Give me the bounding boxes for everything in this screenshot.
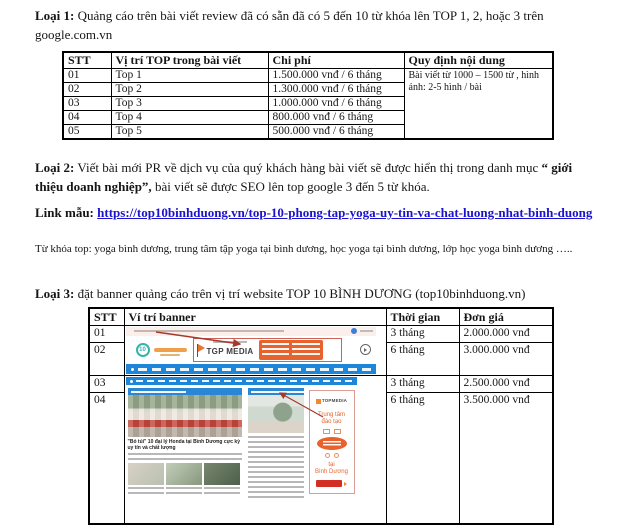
table-row [63,69,553,83]
table2-cell-stt: 04 [89,393,124,524]
banner-position-page-cell [124,376,386,524]
banner-position-header-cell [124,326,386,376]
loai2-text-before: Viết bài mới PR về dịch vụ của quý khách hàng bài viết sẽ được hiển thị trong danh mục [77,160,539,175]
services-panel [259,340,323,360]
table2-header-duration: Thời gian [386,308,459,326]
nav-menu-placeholder [138,368,371,371]
table1-cell-position: Top 1 [111,69,268,83]
loai1-text: Quảng cáo trên bài viết review đã có sẵn đã có 5 đến 10 từ khóa lên TOP 1, 2, hoặc 3 trên google.com.vn [35,8,544,42]
table1-header-row [63,52,553,69]
sidebar-heading [310,412,354,426]
topmedia-logo-icon [316,399,321,404]
table2-cell-duration: 3 tháng [386,376,459,393]
paragraph-loai1 [35,6,602,44]
flag-icon [198,344,205,352]
table2-cell-duration: 3 tháng [386,326,459,343]
thumbnail-image [204,463,240,485]
table1-cell-cost: 1.000.000 vnđ / 6 tháng [268,97,404,111]
loai1-label: Loại 1: [35,8,75,23]
table2-header-position: Ví trí banner [124,308,386,326]
table1-cell-stt: 05 [63,125,111,140]
main-article-column [128,388,242,494]
table-top-keywords [62,51,554,140]
topmedia-logo [310,394,354,408]
table2-cell-stt: 03 [89,376,124,393]
bullet-dot-icon [130,380,133,383]
table2-cell-stt: 02 [89,343,124,376]
sidebar-footer-text [310,462,354,476]
logo-swoosh [160,354,180,356]
top10-logo-circle [136,343,150,357]
table2-header-stt: STT [89,308,124,326]
text-placeholder [292,343,320,357]
brand-block [207,341,254,359]
paragraph-loai3 [35,284,602,303]
article-photo [248,395,304,433]
sidebar-icons [310,453,354,458]
table1-cell-stt: 04 [63,111,111,125]
table2-cell-price: 3.500.000 vnđ [459,393,553,524]
text-placeholder [213,341,247,343]
loai3-label: Loại 3: [35,286,75,301]
table1-cell-cost: 1.500.000 vnđ / 6 tháng [268,69,404,83]
table1-cell-position: Top 2 [111,83,268,97]
topmedia-logo-text: TOPMEDIA [321,398,348,403]
sidebar-heading-line: đào tạo [321,419,342,425]
link-sample-label: Link mẫu: [35,205,94,220]
thumbnail-captions [128,487,242,494]
article-title: "Bỏ túi" 10 đại lý Honda tại Bình Dương cực kỳ uy tín và chất lượng [127,439,240,451]
secondary-article-column [248,388,304,498]
category-title-bar [128,388,242,395]
website-header-screenshot [126,327,376,374]
category-title-bar [248,388,304,395]
article-photo [128,395,242,437]
text-placeholder [128,487,164,494]
table2-cell-price: 2.000.000 vnđ [459,326,553,343]
paragraph-link-sample [35,203,602,222]
sample-url-link[interactable]: https://top10binhduong.vn/top-10-phong-tap-yoga-uy-tin-va-chat-luong-nhat-binh-duong [97,205,593,220]
paragraph-loai2 [35,158,602,196]
table1-cell-position: Top 3 [111,97,268,111]
table1-cell-cost: 1.300.000 vnđ / 6 tháng [268,83,404,97]
thumbnail-image [128,463,164,485]
text-placeholder [204,487,240,494]
sidebar-banner [309,390,355,494]
text-placeholder [166,487,202,494]
table2-cell-price: 3.000.000 vnđ [459,343,553,376]
table2-cell-duration: 6 tháng [386,343,459,376]
burst-badge [317,437,347,450]
table-banner-pricing [88,307,554,525]
table2-cell-duration: 6 tháng [386,393,459,524]
sidebar-footer-line: Bình Dương [315,469,348,475]
browser-topbar [126,327,376,336]
text-placeholder [262,343,290,357]
table1-cell-stt: 01 [63,69,111,83]
play-circle-icon [360,344,371,355]
table1-cell-cost: 800.000 vnđ / 6 tháng [268,111,404,125]
table-row [89,326,553,343]
site-header [126,336,376,364]
logo-wordmark [154,348,187,352]
site-navbar [126,364,376,374]
text-placeholder [134,330,284,332]
table1-rules-note: Bài viết từ 1000 – 1500 từ , hình ảnh: 2-5 hình / bài [404,69,553,140]
table1-header-position: Vị trí TOP trong bài viết [111,52,268,69]
table2-header-row [89,308,553,326]
loai2-emphasis: “ giới thiệu doanh nghiệp”, [35,160,573,194]
table2-cell-price: 2.500.000 vnđ [459,376,553,393]
cta-row [310,480,354,487]
thumbnail-image [166,463,202,485]
table1-header-rules: Quy định nội dung [404,52,553,69]
bullet-dot-icon [131,368,134,371]
logo-number: 10 [139,347,146,353]
monitor-icon [334,429,341,434]
table2-cell-stt: 01 [89,326,124,343]
table1-cell-cost: 500.000 vnđ / 6 tháng [268,125,404,140]
table2-header-price: Đơn giá [459,308,553,326]
nav-menu-placeholder [136,380,353,382]
social-circle-icon [351,328,357,334]
table1-cell-position: Top 4 [111,111,268,125]
website-page-screenshot [126,377,357,498]
arrow-right-icon [344,482,347,486]
sidebar-icons [310,429,354,434]
person-icon [334,453,339,458]
monitor-icon [323,429,330,434]
thumbnail-row [128,463,242,485]
cta-button [316,480,342,487]
tgp-media-brand: TGP MEDIA [206,347,254,356]
table1-cell-stt: 03 [63,97,111,111]
table1-cell-stt: 02 [63,83,111,97]
loai2-text-after: bài viết sẽ được SEO lên top google 3 đến 5 từ khóa. [154,179,430,194]
sidebar-heading-line: Trung tâm [317,412,346,418]
table1-header-stt: STT [63,52,111,69]
sidebar-footer-line: tại [328,462,335,468]
text-placeholder [128,453,242,461]
site-navbar [126,377,357,385]
loai3-text: đặt banner quảng cáo trên vị trí website TOP 10 BÌNH DƯƠNG (top10binhduong.vn) [77,286,526,301]
loai2-label: Loại 2: [35,160,75,175]
text-placeholder [360,330,373,332]
magnifier-icon [325,453,330,458]
text-placeholder [248,436,304,498]
table-row [89,376,553,393]
table1-cell-position: Top 5 [111,125,268,140]
paragraph-keywords: Từ khóa top: yoga bình dương, trung tâm tập yoga tại bình dương, học yoga tại bình dương, lớp học yoga bình dương ….. [35,243,573,255]
table1-header-cost: Chi phí [268,52,404,69]
banner-slot-outline [193,338,342,362]
